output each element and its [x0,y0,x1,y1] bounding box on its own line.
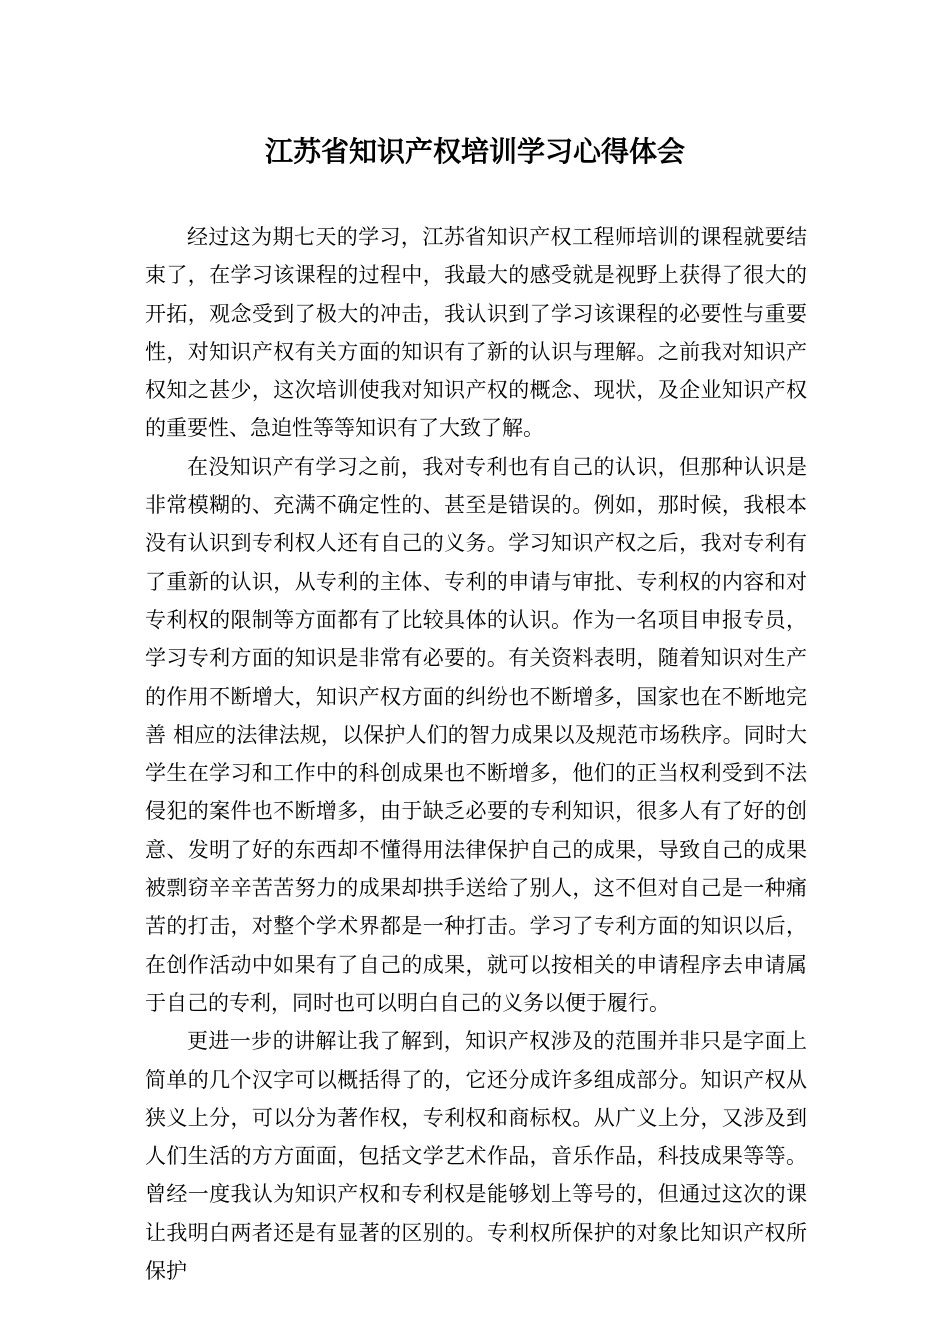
document-title: 江苏省知识产权培训学习心得体会 [264,135,685,168]
paragraph-2: 在没知识产有学习之前，我对专利也有自己的认识，但那种认识是非常模糊的、充满不确定性的、甚至是错误的。例如，那时候，我根本没有认识到专利权人还有自己的义务。学习知识产权之后，我对专利有了重新的认识，从专利的主体、专利的申请与审批、专利权的内容和对专利权的限制等方面都有了比较具体的认识。作为一名项目申报专员，学习专利方面的知识是非常有必要的。有关资料表明，随着知识对生产的作用不断增大，知识产权方面的纠纷也不断增多，国家也在不断地完善 相应的法律法规，以保护人们的智力成果以及规范市场秩序。同时大学生在学习和工作中的科创成果也不断增多，他们的正当权利受到不法侵犯的案件也不断增多，由于缺乏必要的专利知识，很多人有了好的创意、发明了好的东西却不懂得用法律保护自己的成果，导致自己的成果被剽窃辛辛苦苦努力的成果却拱手送给了别人，这不但对自己是一种痛苦的打击，对整个学术界都是一种打击。学习了专利方面的知识以后，在创作活动中如果有了自己的成果，就可以按相关的申请程序去申请属于自己的专利，同时也可以明白自己的义务以便于履行。 [145,454,807,1015]
document-body [145,218,807,1290]
paragraph-3: 更进一步的讲解让我了解到，知识产权涉及的范围并非只是字面上简单的几个汉字可以概括得了的，它还分成许多组成部分。知识产权从狭义上分，可以分为著作权，专利权和商标权。从广义上分，又涉及到人们生活的方方面面，包括文学艺术作品，音乐作品，科技成果等等。曾经一度我认为知识产权和专利权是能够划上等号的，但通过这次的课让我明白两者还是有显著的区别的。专利权所保护的对象比知识产权所保护 [145,1029,807,1284]
paragraph-1: 经过这为期七天的学习，江苏省知识产权工程师培训的课程就要结束了，在学习该课程的过程中，我最大的感受就是视野上获得了很大的开拓，观念受到了极大的冲击，我认识到了学习该课程的必要性与重要性，对知识产权有关方面的知识有了新的认识与理解。之前我对知识产权知之甚少，这次培训使我对知识产权的概念、现状，及企业知识产权的重要性、急迫性等等知识有了大致了解。 [145,225,807,441]
